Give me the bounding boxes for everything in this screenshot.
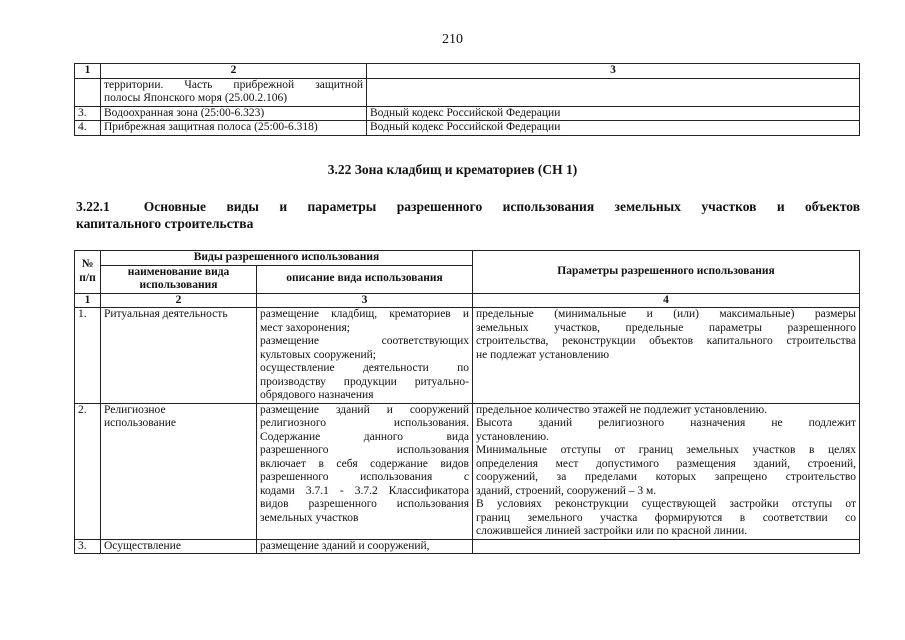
text-line: кодами 3.7.1 - 3.7.2 Классификатора	[260, 484, 469, 497]
use-name	[101, 308, 257, 404]
row-number: 2.	[75, 403, 101, 539]
use-parameters	[473, 539, 860, 554]
text-line: строительства, реконструкции объектов капитального строительства	[476, 335, 856, 347]
group-header: Виды разрешенного использования	[101, 251, 473, 266]
text-line: Высота зданий религиозного назначения не подлежит	[476, 417, 856, 429]
col-number: 3	[257, 293, 473, 308]
zone-cell: Водоохранная зона (25:00-6.323)	[101, 106, 367, 121]
text-line: осуществление деятельности по	[260, 362, 469, 374]
table-row	[75, 539, 860, 554]
header-row	[75, 251, 860, 266]
text-line: сложившейся линией застройки или по красной линии.	[476, 525, 748, 537]
use-parameters	[473, 308, 860, 404]
text-line: разрешенного использования с	[260, 471, 469, 483]
text-line: мест захоронения;	[260, 321, 350, 334]
text-line: культовых сооружений;	[260, 348, 376, 361]
text-line: размещение зданий и сооружений,	[260, 539, 430, 552]
table-row	[75, 78, 860, 106]
col-number: 2	[101, 293, 257, 308]
text-line: Минимальные отступы от границ земельных участков в целях	[476, 444, 856, 456]
col-header: 3	[367, 64, 860, 79]
row-number: 3.	[75, 539, 101, 554]
row-number: 1.	[75, 308, 101, 404]
text-line: производству продукции ритуально-	[260, 375, 469, 388]
row-number: 3.	[75, 106, 101, 121]
table-row	[75, 106, 860, 121]
col-number: 1	[75, 293, 101, 308]
permitted-use-table	[74, 250, 860, 554]
text-line: установлению.	[476, 430, 549, 443]
use-description	[257, 539, 473, 554]
text-line: границ земельного участка формируются в соответствии со	[476, 511, 856, 524]
subsection-line-1	[76, 198, 860, 215]
col-number-row	[75, 293, 860, 308]
name-header: наименование вида использования	[101, 265, 257, 293]
col-header: 1	[75, 64, 101, 79]
use-description	[257, 403, 473, 539]
text-line: предельные (минимальные и (или) максимальные) размеры	[476, 308, 856, 320]
source-cell: Водный кодекс Российской Федерации	[367, 121, 860, 136]
text-line: земельных участков, предельные параметры разрешенного	[476, 321, 856, 334]
text-line: определения мест допустимого размещения зданий, строений,	[476, 457, 856, 470]
text-line: земельных участков	[260, 511, 359, 524]
text-line: территории. Часть прибрежной защитной	[104, 78, 363, 91]
source-cell: Водный кодекс Российской Федерации	[367, 106, 860, 121]
text-line: использование	[104, 417, 177, 429]
text-line: включает в себя содержание видов	[260, 457, 469, 470]
source-cell	[367, 78, 860, 106]
text-line: не подлежат установлению	[476, 348, 610, 361]
text-line: разрешенного использования	[260, 444, 469, 456]
continuation-table	[74, 63, 860, 136]
page-number: 210	[442, 32, 463, 47]
text-line: видов разрешенного использования	[260, 498, 469, 510]
subsection-number: 3.22.1	[76, 199, 110, 214]
row-number	[75, 78, 101, 106]
table-row	[75, 403, 860, 539]
text-line: сооружений, за пределами которых запрещено строительство	[476, 471, 856, 483]
zone-cell: Прибрежная защитная полоса (25:00-6.318)	[101, 121, 367, 136]
row-number: 4.	[75, 121, 101, 136]
use-name	[101, 539, 257, 554]
section-title: 3.22 Зона кладбищ и крематориев (СН 1)	[327, 162, 578, 177]
text-line: религиозного использования.	[260, 417, 469, 429]
table-row	[75, 308, 860, 404]
text-line: Содержание данного вида	[260, 430, 469, 443]
text-line: размещение соответствующих	[260, 335, 469, 347]
zone-cell	[101, 78, 367, 106]
text-line: размещение кладбищ, крематориев и	[260, 308, 469, 320]
text-line: Ритуальная деятельность	[104, 308, 228, 320]
use-parameters	[473, 403, 860, 539]
text-line: В условиях реконструкции существующей застройки отступы от	[476, 498, 856, 510]
num-header: № п/п	[75, 251, 101, 294]
text-line: размещение зданий и сооружений	[260, 403, 469, 416]
subsection-text: Основные виды и параметры разрешенного использования земельных участков и объектов	[143, 199, 860, 214]
col-header: 2	[101, 64, 367, 79]
desc-header: описание вида использования	[257, 265, 473, 293]
subsection-title	[76, 198, 860, 232]
text-line: предельное количество этажей не подлежит установлению.	[476, 403, 768, 416]
text-line: Религиозное	[104, 403, 166, 416]
text-line: обрядового назначения	[260, 389, 374, 401]
text-line: зданий, строений, сооружений – 3 м.	[476, 484, 657, 497]
use-name	[101, 403, 257, 539]
text-line: Осуществление	[104, 539, 181, 552]
col-number: 4	[473, 293, 860, 308]
params-header: Параметры разрешенного использования	[473, 251, 860, 294]
table-row	[75, 121, 860, 136]
use-description	[257, 308, 473, 404]
subsection-line-2: капитального строительства	[76, 216, 254, 231]
text-line: полосы Японского моря (25.00.2.106)	[104, 92, 288, 104]
table-header-row	[75, 64, 860, 79]
